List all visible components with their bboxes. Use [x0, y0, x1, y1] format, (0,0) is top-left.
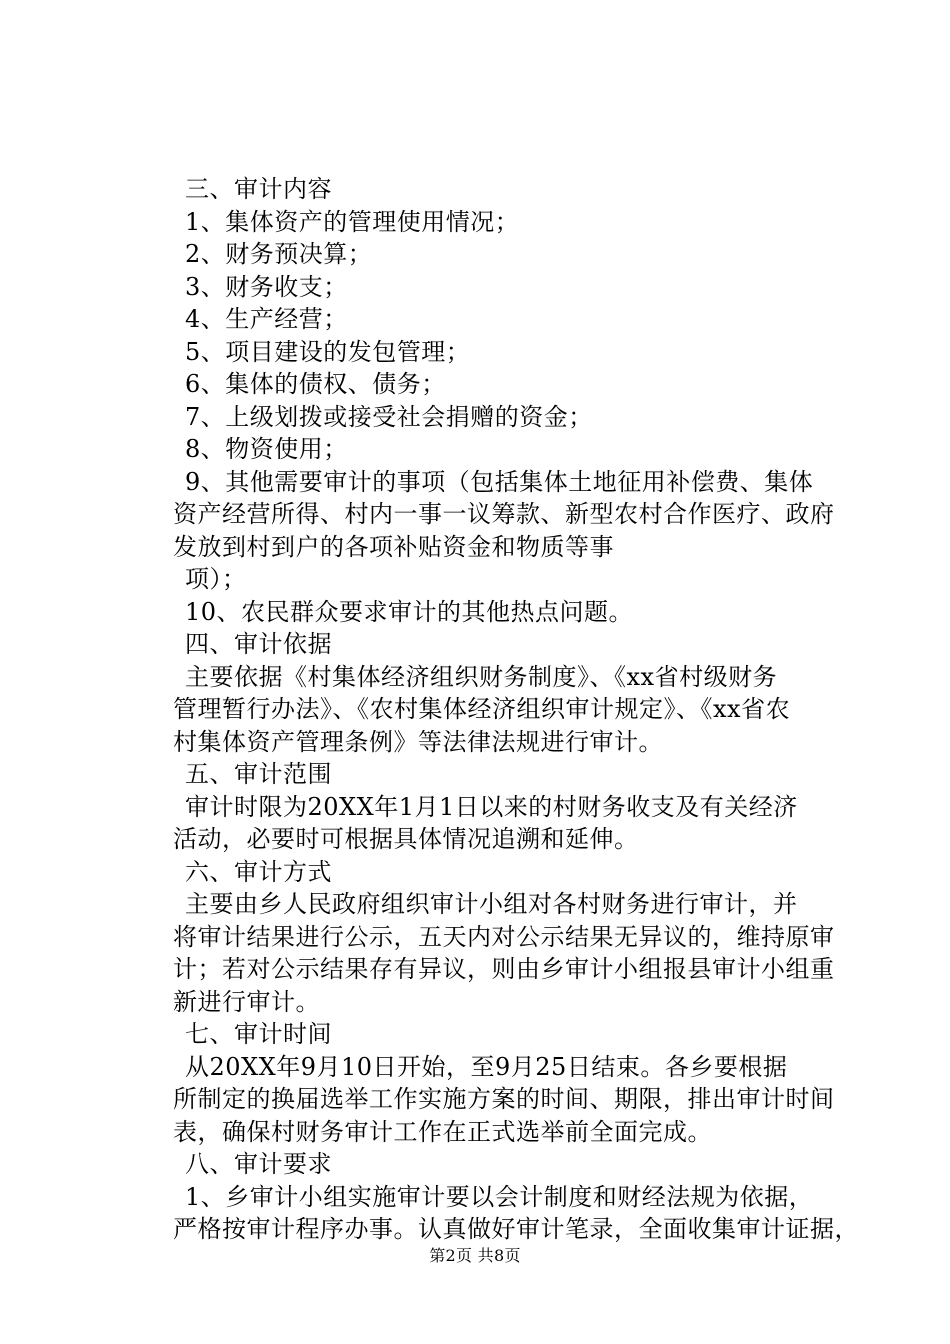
section-heading-audit-content: 三、审计内容 — [185, 175, 332, 203]
paragraph-line: 审计时限为20XX年1月1日以来的村财务收支及有关经济 — [185, 792, 798, 821]
page-number-footer: 第2页 共8页 — [429, 1246, 521, 1265]
list-item: 9、其他需要审计的事项（包括集体土地征用补偿费、集体 — [185, 467, 814, 496]
paragraph-line: 将审计结果进行公示，五天内对公示结果无异议的，维持原审 — [173, 922, 835, 951]
paragraph-line: 项）； — [185, 565, 247, 593]
paragraph-line: 新进行审计。 — [173, 987, 320, 1016]
paragraph-line: 活动，必要时可根据具体情况追溯和延伸。 — [173, 825, 639, 853]
section-heading-audit-scope: 五、审计范围 — [185, 760, 332, 788]
paragraph-line: 严格按审计程序办事。认真做好审计笔录，全面收集审计证据， — [173, 1215, 859, 1243]
paragraph-line: 管理暂行办法》、《农村集体经济组织审计规定》、《xx省农 — [173, 695, 791, 723]
list-item: 6、集体的债权、债务； — [185, 370, 446, 398]
paragraph-line: 主要依据《村集体经济组织财务制度》、《xx省村级财务 — [185, 662, 778, 691]
paragraph-line: 计；若对公示结果存有异议，则由乡审计小组报县审计小组重 — [173, 955, 835, 983]
section-heading-audit-basis: 四、审计依据 — [185, 630, 332, 658]
list-item: 4、生产经营； — [185, 305, 348, 333]
list-item: 10、农民群众要求审计的其他热点问题。 — [185, 597, 634, 626]
paragraph-line: 从20XX年9月10日开始，至9月25日结束。各乡要根据 — [185, 1052, 788, 1081]
paragraph-line: 发放到村到户的各项补贴资金和物质等事 — [173, 532, 614, 561]
section-heading-audit-method: 六、审计方式 — [185, 857, 332, 886]
paragraph-line: 所制定的换届选举工作实施方案的时间、期限，排出审计时间 — [173, 1085, 835, 1113]
paragraph-line: 村集体资产管理条例》等法律法规进行审计。 — [173, 727, 663, 756]
paragraph-line: 主要由乡人民政府组织审计小组对各村财务进行审计，并 — [185, 890, 798, 918]
list-item: 8、物资使用； — [185, 435, 348, 463]
list-item: 2、财务预决算； — [185, 240, 373, 268]
section-heading-audit-time: 七、审计时间 — [185, 1020, 332, 1048]
paragraph-line: 1、乡审计小组实施审计要以会计制度和财经法规为依据， — [185, 1182, 814, 1211]
list-item: 3、财务收支； — [185, 272, 348, 301]
list-item: 1、集体资产的管理使用情况； — [185, 207, 520, 236]
paragraph-line: 资产经营所得、村内一事一议筹款、新型农村合作医疗、政府 — [173, 500, 835, 528]
list-item: 7、上级划拨或接受社会捐赠的资金； — [185, 402, 593, 431]
document-body — [173, 173, 859, 1246]
section-heading-audit-requirements: 八、审计要求 — [185, 1150, 332, 1178]
paragraph-line: 表，确保村财务审计工作在正式选举前全面完成。 — [173, 1117, 712, 1146]
list-item: 5、项目建设的发包管理； — [185, 337, 471, 366]
